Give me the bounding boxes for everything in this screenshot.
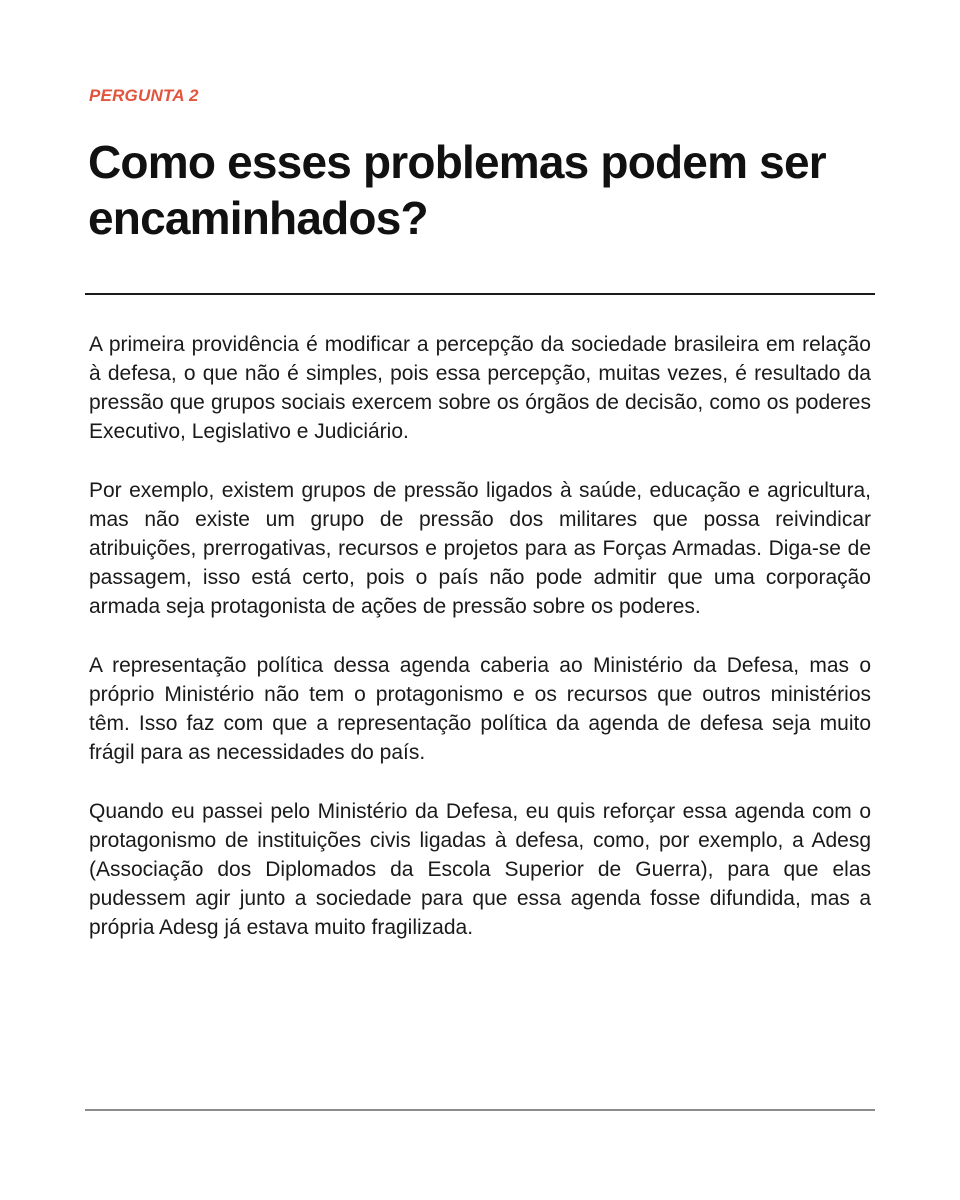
paragraph-3: A representação política dessa agenda caberia ao Ministério da Defesa, mas o próprio Ministério não tem o protagonismo e os recursos que outros ministérios têm. Isso faz com que a representação política da agenda de defesa seja muito frágil para as necessidades do país. (89, 654, 871, 764)
paragraph-1: A primeira providência é modificar a percepção da sociedade brasileira em relação à defesa, o que não é simples, pois essa percepção, muitas vezes, é resultado da pressão que grupos sociais exercem sobre os órgãos de decisão, como os poderes Executivo, Legislativo e Judiciário. (89, 333, 871, 443)
page-title: Como esses problemas podem ser encaminhados? (88, 136, 826, 244)
bottom-divider (85, 1109, 875, 1111)
question-kicker: PERGUNTA 2 (89, 86, 199, 105)
top-divider (85, 293, 875, 295)
answer-body (89, 330, 871, 972)
paragraph-4: Quando eu passei pelo Ministério da Defesa, eu quis reforçar essa agenda com o protagonismo de instituições civis ligadas à defesa, como, por exemplo, a Adesg (Associação dos Diplomados da Escola Superior de Guerra), para que elas pudessem agir junto a sociedade para que essa agenda fosse difundida, mas a própria Adesg já estava muito fragilizada. (89, 800, 871, 939)
paragraph-2: Por exemplo, existem grupos de pressão ligados à saúde, educação e agricultura, mas não existe um grupo de pressão dos militares que possa reivindicar atribuições, prerrogativas, recursos e projetos para as Forças Armadas. Diga-se de passagem, isso está certo, pois o país não pode admitir que uma corporação armada seja protagonista de ações de pressão sobre os poderes. (89, 479, 871, 618)
